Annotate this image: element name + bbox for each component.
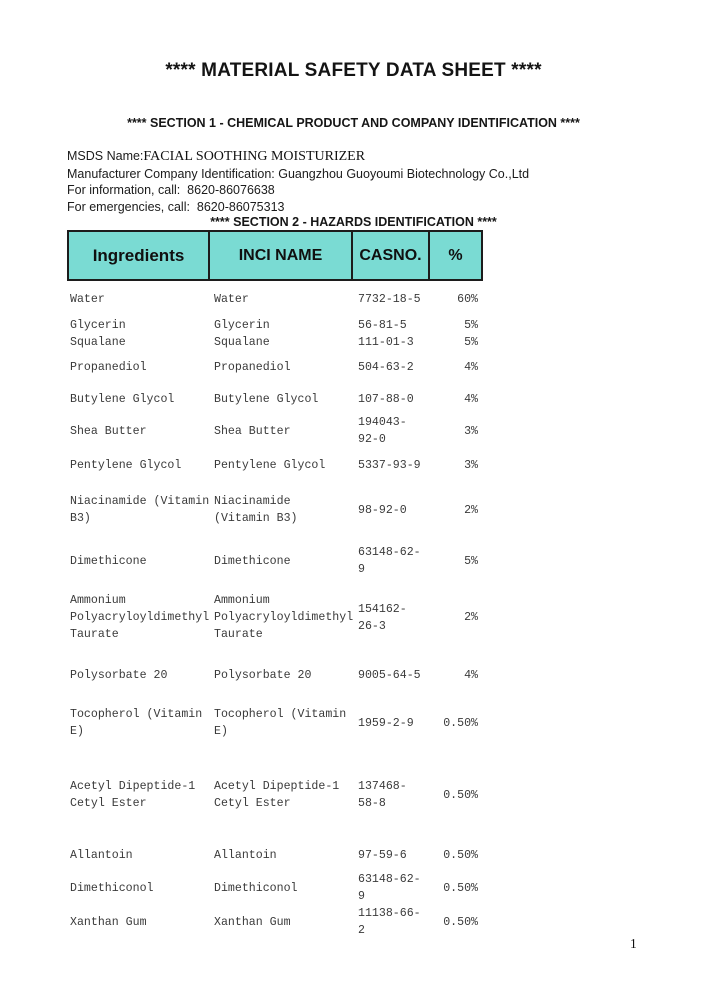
table-row [67,847,483,864]
company-info-block [67,148,707,215]
ingredient-cell: Dimethiconol [70,881,154,895]
ingredient-cell: Niacinamide (Vitamin B3) [70,495,210,525]
table-row [67,592,483,643]
table-row [67,493,483,527]
percent-cell: 5% [464,336,478,349]
manufacturer-line: Manufacturer Company Identification: Guangzhou Guoyoumi Biotechnology Co.,Ltd [67,166,530,181]
percent-cell: 5% [464,554,478,568]
ingredient-cell: Water [70,293,105,306]
cas-number-cell: 504-63-2 [358,361,414,374]
ingredient-cell: Pentylene Glycol [70,459,182,472]
cas-number-cell: 1959-2-9 [358,716,414,730]
information-phone-line: For information, call: 8620-86076638 [67,183,275,197]
inci-name-cell: Polysorbate 20 [214,669,312,682]
percent-cell: 5% [464,319,478,332]
table-row [67,317,483,334]
inci-name-cell: Squalane [214,336,270,349]
cas-number-cell: 63148-62-9 [358,873,421,903]
msds-name-label: MSDS Name: [67,149,144,163]
inci-name-cell: Xanthan Gum [214,915,291,929]
ingredient-cell: Propanediol [70,361,147,374]
inci-name-cell: Dimethicone [214,554,291,568]
ingredient-cell: Tocopherol (Vitamin E) [70,708,203,738]
percent-cell: 3% [464,459,478,472]
cas-number-cell: 7732-18-5 [358,293,421,306]
cas-number-cell: 97-59-6 [358,849,407,862]
cas-number-cell: 154162-26-3 [358,602,407,633]
inci-name-cell: Pentylene Glycol [214,459,326,472]
cas-number-cell: 107-88-0 [358,393,414,406]
percent-cell: 0.50% [443,881,478,895]
percent-cell: 0.50% [443,915,478,929]
percent-cell: 4% [464,393,478,406]
header-cell-casno: CASNO. [353,230,430,281]
table-row [67,778,483,812]
ingredient-cell: Dimethicone [70,554,147,568]
cas-number-cell: 111-01-3 [358,336,414,349]
percent-cell: 60% [457,293,478,306]
inci-name-cell: Glycerin [214,319,270,332]
msds-name-line [67,148,707,166]
inci-name-cell: Tocopherol (Vitamin E) [214,708,347,738]
percent-cell: 2% [464,503,478,517]
inci-name-cell: Acetyl Dipeptide-1 Cetyl Ester [214,780,340,810]
ingredient-cell: Polysorbate 20 [70,669,168,682]
inci-name-cell: Butylene Glycol [214,393,319,406]
cas-number-cell: 56-81-5 [358,319,407,332]
table-row [67,334,483,351]
ingredient-cell: Allantoin [70,849,133,862]
header-cell-ingredients: Ingredients [67,230,210,281]
inci-name-cell: Shea Butter [214,424,291,438]
ingredient-cell: Xanthan Gum [70,915,147,929]
inci-name-cell: Ammonium Polyacryloyldimethyl Taurate [214,594,354,641]
inci-name-cell: Water [214,293,249,306]
percent-cell: 2% [464,611,478,624]
table-row [67,871,483,905]
table-row [67,457,483,474]
section2-heading: **** SECTION 2 - HAZARDS IDENTIFICATION **** [210,215,497,229]
percent-cell: 0.50% [443,849,478,862]
table-row [67,706,483,740]
cas-number-cell: 11138-66-2 [358,907,421,937]
ingredient-cell: Shea Butter [70,424,147,438]
cas-number-cell: 5337-93-9 [358,459,421,472]
inci-name-cell: Allantoin [214,849,277,862]
ingredients-table [67,230,483,939]
cas-number-cell: 98-92-0 [358,503,407,517]
table-row [67,391,483,408]
emergency-phone-line: For emergencies, call: 8620-86075313 [67,199,285,214]
inci-name-cell: Propanediol [214,361,291,374]
header-cell-inci-name: INCI NAME [210,230,353,281]
ingredients-table-body [67,281,483,939]
table-row [67,359,483,376]
ingredient-cell: Glycerin [70,319,126,332]
ingredient-cell: Butylene Glycol [70,393,175,406]
header-cell-percent: % [430,230,483,281]
percent-cell: 4% [464,361,478,374]
document-title: **** MATERIAL SAFETY DATA SHEET **** [165,60,542,81]
cas-number-cell: 194043-92-0 [358,416,407,446]
ingredients-table-header [67,230,483,281]
table-row [67,544,483,578]
page-number: 1 [630,936,637,951]
ingredient-cell: Squalane [70,336,126,349]
msds-product-name: FACIAL SOOTHING MOISTURIZER [143,149,366,164]
percent-cell: 0.50% [443,716,478,730]
table-row [67,414,483,448]
inci-name-cell: Niacinamide (Vitamin B3) [214,495,298,525]
percent-cell: 3% [464,424,478,438]
inci-name-cell: Dimethiconol [214,881,298,895]
ingredient-cell: Acetyl Dipeptide-1 Cetyl Ester [70,780,196,810]
cas-number-cell: 9005-64-5 [358,669,421,682]
table-row [67,291,483,308]
ingredient-cell: Ammonium Polyacryloyldimethyl Taurate [70,594,210,641]
percent-cell: 0.50% [443,788,478,802]
section1-heading: **** SECTION 1 - CHEMICAL PRODUCT AND COMPANY IDENTIFICATION **** [127,116,580,130]
table-row [67,905,483,939]
table-row [67,667,483,684]
cas-number-cell: 137468-58-8 [358,780,407,810]
cas-number-cell: 63148-62-9 [358,546,421,576]
percent-cell: 4% [464,669,478,682]
